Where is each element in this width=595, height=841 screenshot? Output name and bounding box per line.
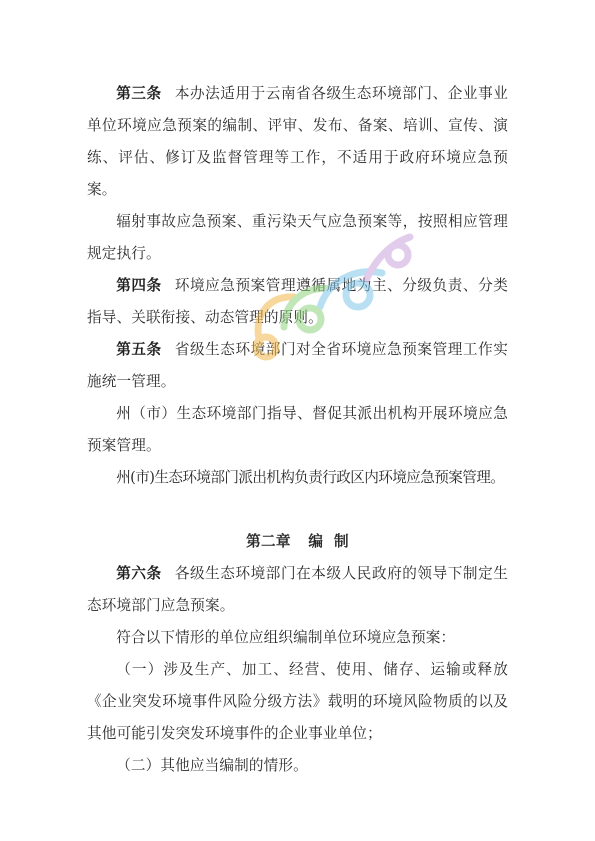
spacer	[87, 494, 508, 526]
paragraph-radiation	[87, 206, 508, 270]
chapter-heading	[87, 526, 508, 558]
paragraph-dispatched-agency	[87, 462, 508, 494]
list-item-2	[87, 750, 508, 782]
chapter-title: 编 制	[308, 533, 349, 550]
list-item-text: （一）涉及生产、加工、经营、使用、储存、运输或释放《企业突发环境事件风险分级方法》载明的环境风险物质的以及其他可能引发突发环境事件的企业事业单位；	[87, 661, 508, 742]
article-label: 第四条	[116, 277, 162, 294]
paragraph-text: 辐射事故应急预案、重污染天气应急预案等，按照相应管理规定执行。	[87, 213, 508, 262]
list-item-text: （二）其他应当编制的情形。	[116, 757, 308, 774]
paragraph-text: 州（市）生态环境部门指导、督促其派出机构开展环境应急预案管理。	[87, 405, 508, 454]
paragraph-text: 符合以下情形的单位应组织编制单位环境应急预案：	[116, 629, 456, 646]
article-text: 各级生态环境部门在本级人民政府的领导下制定生态环境部门应急预案。	[87, 565, 508, 614]
paragraph-prefecture-guidance	[87, 398, 508, 462]
paragraph-conditions	[87, 622, 508, 654]
article-label: 第五条	[116, 341, 162, 358]
article-3	[87, 78, 508, 206]
article-4	[87, 270, 508, 334]
paragraph-text: 州(市)生态环境部门派出机构负责行政区内环境应急预案管理。	[116, 469, 505, 486]
article-text: 省级生态环境部门对全省环境应急预案管理工作实施统一管理。	[87, 341, 508, 390]
article-text: 环境应急预案管理遵循属地为主、分级负责、分类指导、关联衔接、动态管理的原则。	[87, 277, 508, 326]
article-text: 本办法适用于云南省各级生态环境部门、企业事业单位环境应急预案的编制、评审、发布、备案、培训、宣传、演练、评估、修订及监督管理等工作，不适用于政府环境应急预案。	[87, 85, 508, 198]
document-body	[87, 78, 508, 782]
article-label: 第六条	[116, 565, 162, 582]
list-item-1	[87, 654, 508, 750]
article-label: 第三条	[116, 85, 162, 102]
chapter-number: 第二章	[246, 533, 291, 550]
article-6	[87, 558, 508, 622]
article-5	[87, 334, 508, 398]
